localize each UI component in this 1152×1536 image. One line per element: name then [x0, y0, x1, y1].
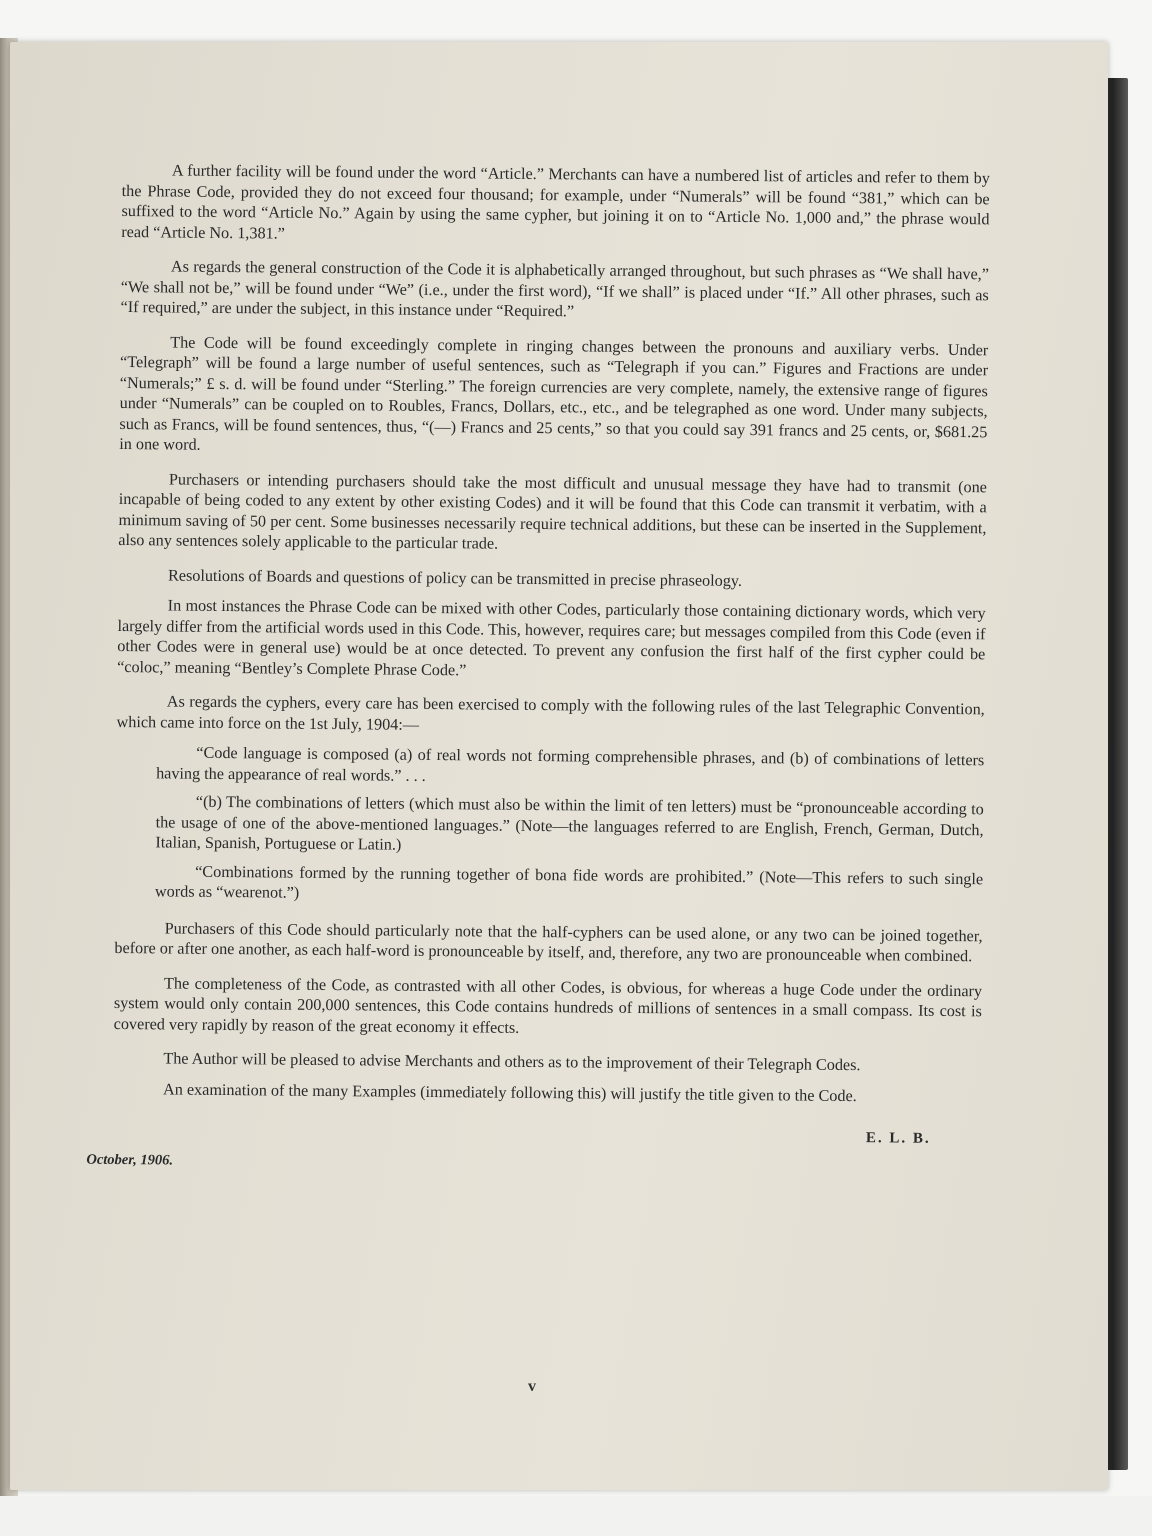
paragraph-author: The Author will be pleased to advise Merchants and others as to the improvement of their Telegraph Codes.: [163, 1049, 861, 1075]
quote-code-language: “Code language is composed (a) of real words not forming comprehensible phrases, and (b) of combinations of letters having the appearance of real words.” . . .: [156, 743, 985, 785]
paragraph-construction: As regards the general construction of the Code it is alphabetically arranged throughout, but such phrases as “We shall have,” “We shall not be,” will be found under “We” (i.e., under the first word), “If we shall” is placed under “If.” All other phrases, such as “If required,” are under the subject, in this instance under “Required.”: [120, 257, 990, 321]
paragraph-completeness: The Code will be found exceedingly complete in ringing changes between the pronouns and auxiliary verbs. Under “Telegraph” will be found a large number of useful sentences, such as “Telegraph if you can.” Figures and Fractions are under “Numerals;” £ s. d. will be found under “Sterling.” The foreign currencies are very complete, namely, the extensive range of figures under “Numerals” can be coupled on to Roubles, Francs, Dollars, etc., etc., and be telegraphed as one word. Under many subjects, such as Francs, will be found sentences, thus, “(—) Francs and 25 cents,” so that you could say 391 francs and 25 cents, or, $681.25 in one word.: [119, 332, 989, 454]
quote-bona-fide: “Combinations formed by the running together of bona fide words are prohibited.” (Note—This refers to such single words as “wearenot.”): [154, 862, 984, 902]
paragraph-half-cyphers: Purchasers of this Code should particularly note that the half-cyphers can be used alone, or any two can be joined together, before or after one another, as each half-word is pronounceable by itself, and, therefore, any two are pronounceable when combined.: [114, 918, 983, 966]
signature: E. L. B.: [865, 1130, 931, 1147]
paragraph-purchasers: Purchasers or intending purchasers should take the most difficult and unusual message they have had to transmit (one incapable of being coded to any extent by other existing Codes) and it will be found that this Code can transmit it verbatim, with a minimum saving of 50 per cent. Some businesses necessarily require technical additions, but these can be inserted in the Supplement, also any sentences solely applicable to the particular trade.: [118, 469, 987, 553]
table-surface: [0, 1496, 1152, 1536]
paragraph-resolutions: Resolutions of Boards and questions of policy can be transmitted in precise phraseology.: [167, 565, 743, 590]
paragraph-cyphers: As regards the cyphers, every care has been exercised to comply with the following rules of the last Telegraphic Convention, which came into force on the 1st July, 1904:—: [116, 692, 985, 734]
paragraph-contrast: The completeness of the Code, as contrasted with all other Codes, is obvious, for whereas a huge Code under the ordinary system would only contain 200,000 sentences, this Code contains hundreds of millions of sentences in a small compass. Its cost is covered very rapidly by reason of the great economy it effects.: [113, 973, 983, 1037]
paragraph-article: A further facility will be found under the word “Article.” Merchants can have a numbered list of articles and refer to them by the Phrase Code, provided they do not exceed four thousand; for example, under “Numerals” will be found “381,” which can be suffixed to the word “Article No.” Again by using the same cypher, but joining it on to “Article No. 1,000 and,” the phrase would read “Article No. 1,381.”: [121, 161, 990, 243]
page-text-block: [86, 160, 990, 1178]
date-line: October, 1906.: [86, 1151, 174, 1169]
paragraph-examination: An examination of the many Examples (immediately following this) will justify the title given to the Code.: [162, 1079, 857, 1105]
book-page: [10, 42, 1108, 1490]
page-number: v: [528, 1378, 536, 1395]
quote-combinations: “(b) The combinations of letters (which must also be within the limit of ten letters) must be “pronounceable according to the usage of one of the above-mentioned languages.” (Note—the languages referred to are English, French, German, Dutch, Italian, Spanish, Portuguese or Latin.): [155, 792, 984, 854]
paragraph-mixed-codes: In most instances the Phrase Code can be mixed with other Codes, particularly those containing dictionary words, which very largely differ from the artificial words used in this Code. This, however, requires care; but messages compiled from this Code (even if other Codes were in general use) would be at once detected. To prevent any confusion the first half of the first cypher could be “coloc,” meaning “Bentley’s Complete Phrase Code.”: [117, 596, 986, 679]
